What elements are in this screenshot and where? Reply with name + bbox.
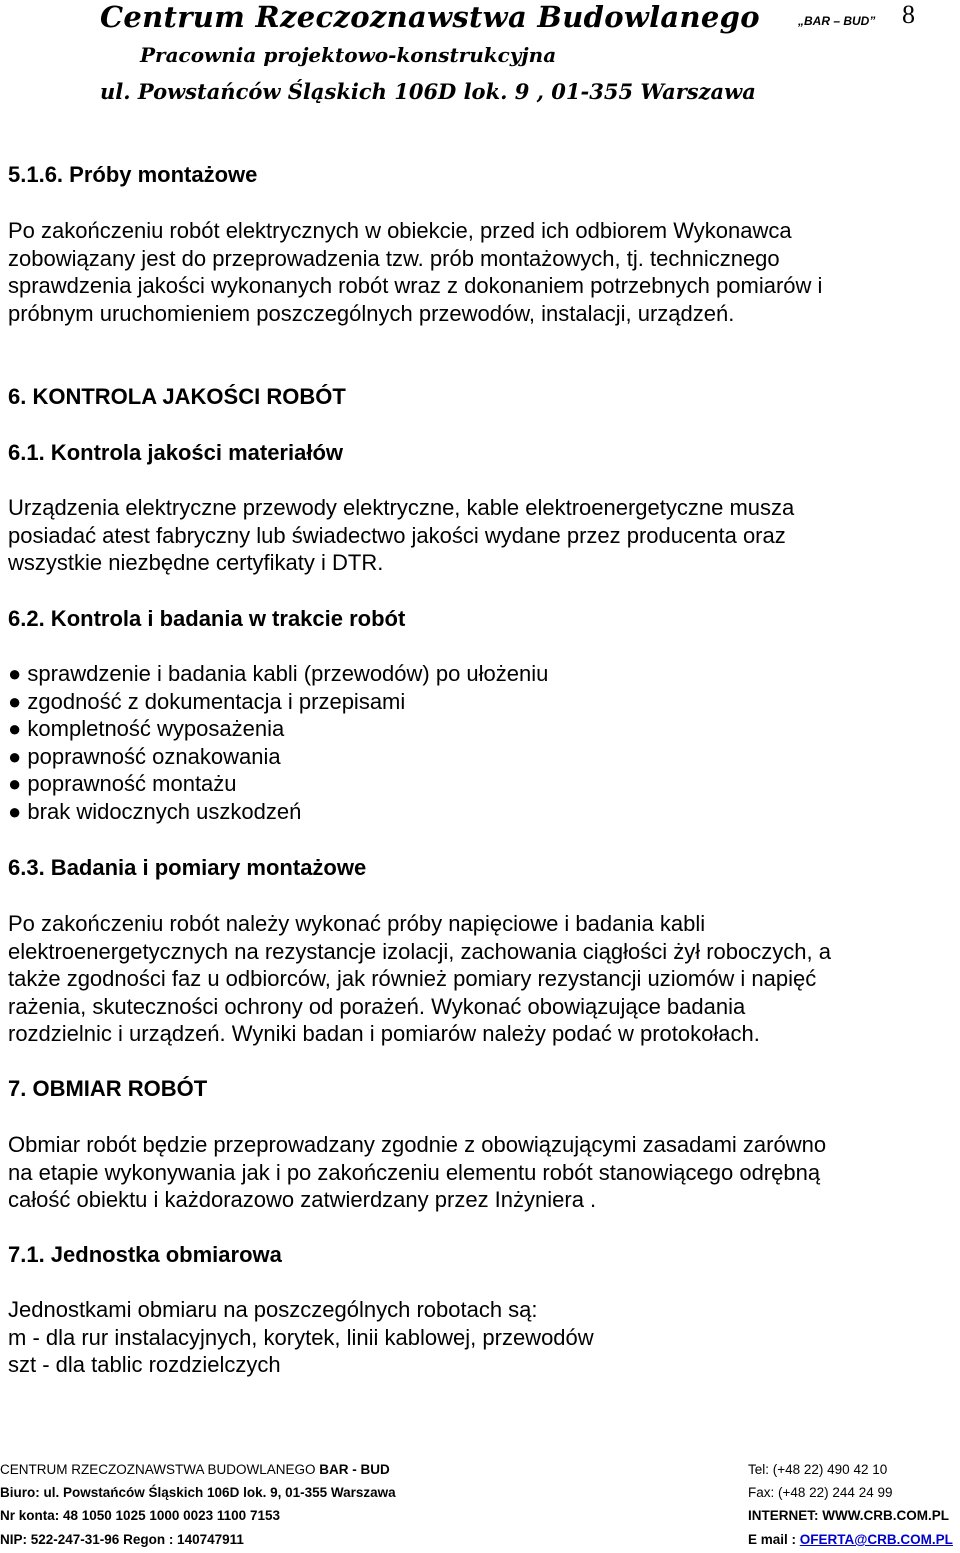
paragraph-6-3 <box>8 910 831 1048</box>
footer-internet-link[interactable]: INTERNET: WWW.CRB.COM.PL <box>748 1508 949 1523</box>
text-line: rozdzielnic i urządzeń. Wyniki badan i pomiarów należy podać w protokołach. <box>8 1021 760 1046</box>
text-line: Obmiar robót będzie przeprowadzany zgodnie z obowiązującymi zasadami zarówno <box>8 1132 827 1157</box>
heading-5-1-6: 5.1.6. Próby montażowe <box>8 162 258 187</box>
text-line: elektroenergetycznych na rezystancje izolacji, zachowania ciągłości żył roboczych, a <box>8 938 831 964</box>
text-line: Jednostkami obmiaru na poszczególnych robotach są: <box>8 1297 538 1322</box>
heading-7: 7. OBMIAR ROBÓT <box>8 1076 208 1101</box>
text-line: m - dla rur instalacyjnych, korytek, linii kablowej, przewodów <box>8 1324 594 1350</box>
footer-email <box>748 1532 953 1547</box>
list-item: ● brak widocznych uszkodzeń <box>8 798 548 826</box>
text-line: wszystkie niezbędne certyfikaty i DTR. <box>8 550 384 575</box>
paragraph-6-1 <box>8 494 794 577</box>
list-item: ● poprawność oznakowania <box>8 743 548 771</box>
footer-company-name: CENTRUM RZECZOZNAWSTWA BUDOWLANEGO <box>0 1462 316 1477</box>
paragraph-7-1 <box>8 1296 594 1379</box>
page-number: 8 <box>902 0 915 29</box>
text-line: rażenia, skuteczności ochrony od porażeń. Wykonać obowiązujące badania <box>8 993 746 1019</box>
footer-account: Nr konta: 48 1050 1025 1000 0023 1100 7153 <box>0 1508 280 1523</box>
bullet-list-6-2 <box>8 660 548 825</box>
text-line: sprawdzenia jakości wykonanych robót wraz z dokonaniem potrzebnych pomiarów i <box>8 273 823 298</box>
text-line: próbnym uruchomieniem poszczególnych przewodów, instalacji, urządzeń. <box>8 300 735 326</box>
heading-7-1: 7.1. Jednostka obmiarowa <box>8 1242 282 1267</box>
heading-6-2: 6.2. Kontrola i badania w trakcie robót <box>8 606 406 631</box>
text-line: zobowiązany jest do przeprowadzenia tzw. prób montażowych, tj. technicznego <box>8 245 780 271</box>
list-item: ● kompletność wyposażenia <box>8 715 548 743</box>
heading-6-1: 6.1. Kontrola jakości materiałów <box>8 440 344 465</box>
footer-nip: NIP: 522-247-31-96 Regon : 140747911 <box>0 1532 244 1547</box>
list-item: ● poprawność montażu <box>8 770 548 798</box>
text-line: także zgodności faz u odbiorców, jak również pomiary rezystancji uziomów i napięć <box>8 966 817 991</box>
footer-company <box>0 1462 390 1477</box>
text-line: całość obiektu i każdorazowo zatwierdzany przez Inżyniera . <box>8 1187 597 1212</box>
footer-email-link[interactable]: OFERTA@CRB.COM.PL <box>799 1532 953 1547</box>
footer-tel: Tel: (+48 22) 490 42 10 <box>748 1462 888 1477</box>
header-logo: „BAR – BUD” <box>798 14 876 28</box>
text-line: Po zakończeniu robót elektrycznych w obiekcie, przed ich odbiorem Wykonawca <box>8 218 792 243</box>
footer-fax: Fax: (+48 22) 244 24 99 <box>748 1485 893 1500</box>
paragraph-5-1-6 <box>8 217 822 327</box>
header-subtitle: Pracownia projektowo-konstrukcyjna <box>140 43 557 67</box>
footer-email-label: E mail : <box>748 1532 800 1547</box>
footer-company-short: BAR - BUD <box>319 1462 390 1477</box>
list-item: ● sprawdzenie i badania kabli (przewodów) po ułożeniu <box>8 660 548 688</box>
header-company: Centrum Rzeczoznawstwa Budowlanego <box>100 0 760 34</box>
heading-6: 6. KONTROLA JAKOŚCI ROBÓT <box>8 384 346 409</box>
text-line: na etapie wykonywania jak i po zakończeniu elementu robót stanowiącego odrębną <box>8 1159 821 1185</box>
footer-office: Biuro: ul. Powstańców Śląskich 106D lok. 9, 01-355 Warszawa <box>0 1485 396 1500</box>
header-address: ul. Powstańców Śląskich 106D lok. 9 , 01-355 Warszawa <box>100 79 756 104</box>
text-line: posiadać atest fabryczny lub świadectwo jakości wydane przez producenta oraz <box>8 522 786 548</box>
text-line: szt - dla tablic rozdzielczych <box>8 1352 281 1377</box>
text-line: Po zakończeniu robót należy wykonać próby napięciowe i badania kabli <box>8 911 706 936</box>
text-line: Urządzenia elektryczne przewody elektryczne, kable elektroenergetyczne musza <box>8 495 795 520</box>
paragraph-7 <box>8 1131 826 1214</box>
list-item: ● zgodność z dokumentacja i przepisami <box>8 688 548 716</box>
heading-6-3: 6.3. Badania i pomiary montażowe <box>8 855 367 880</box>
